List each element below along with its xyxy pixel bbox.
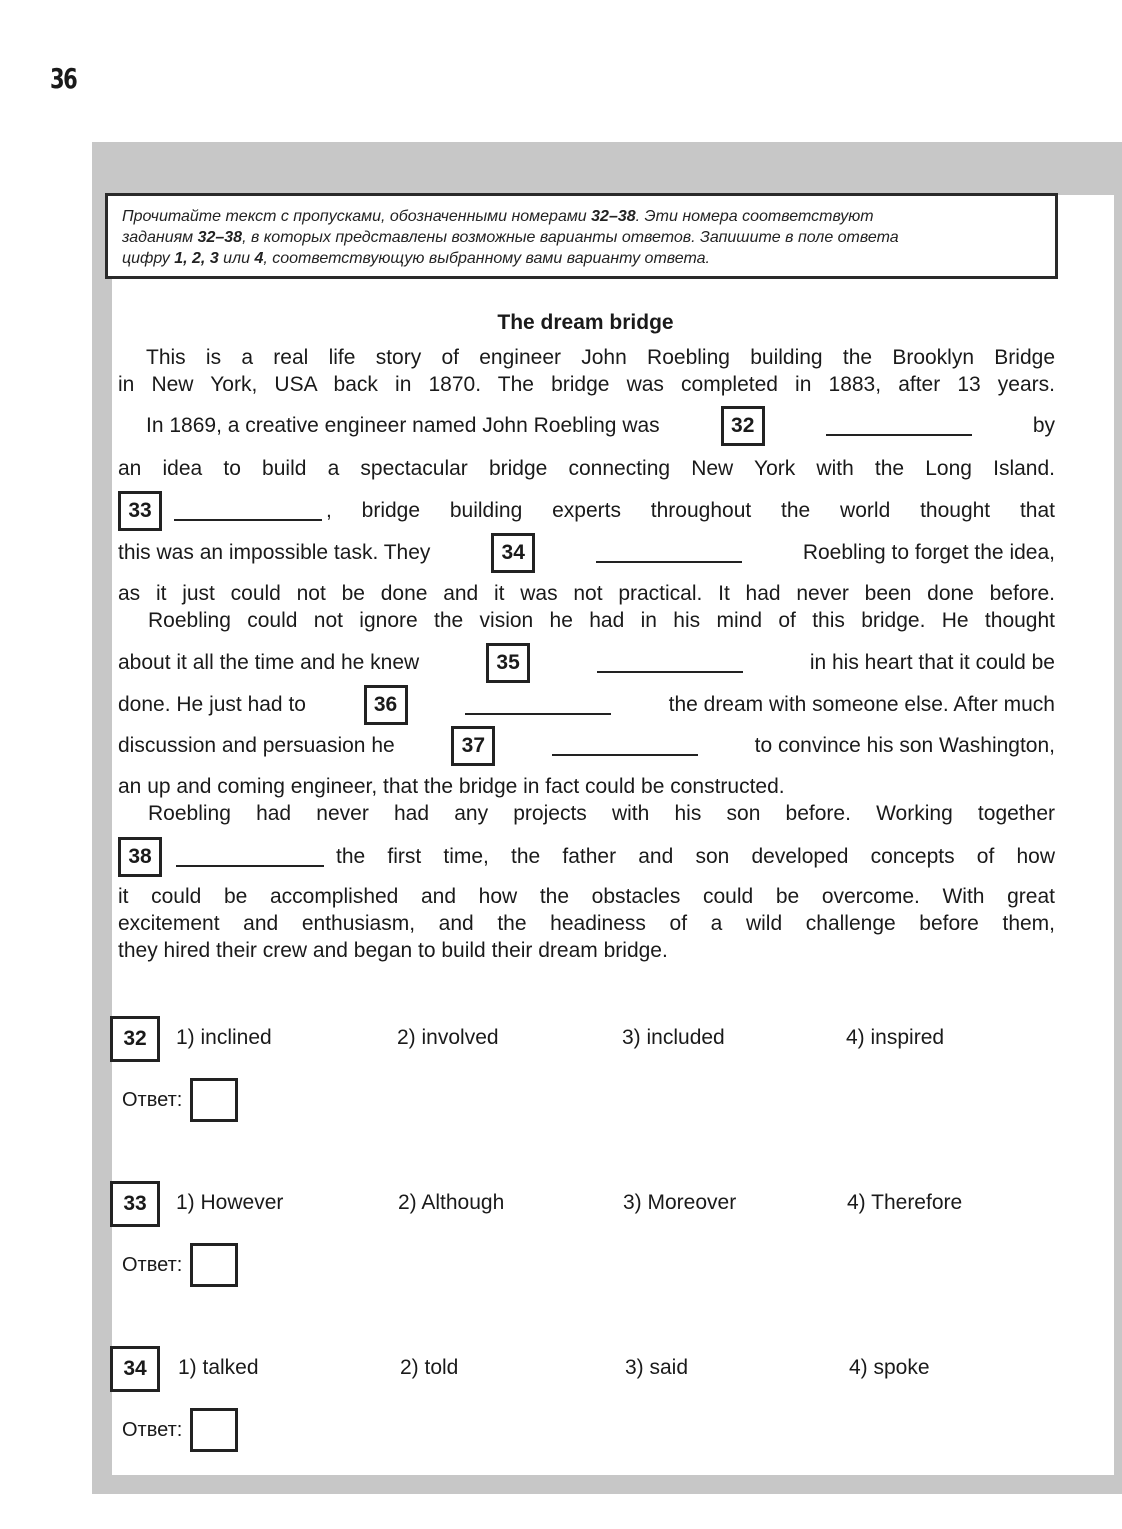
question-number: 33 <box>110 1181 160 1227</box>
text-line: This is a real life story of engineer John Roebling building the Brooklyn Bridge <box>146 346 1055 369</box>
text-line: an idea to build a spectacular bridge connecting New York with the Long Island. <box>118 457 1055 480</box>
gap-35: 35 <box>486 643 530 683</box>
option-2: 2) involved <box>397 1026 499 1049</box>
answer-33 <box>122 1240 238 1290</box>
option-1: 1) However <box>176 1191 284 1214</box>
question-32 <box>110 1016 1010 1062</box>
text-line-gap-32: In 1869, a creative engineer named John Roebling was 32 by <box>118 405 1055 447</box>
answer-label: Ответ: <box>122 1088 183 1111</box>
text-line-gap-34: this was an impossible task. They 34 Roebling to forget the idea, <box>118 532 1055 574</box>
answer-32 <box>122 1075 238 1125</box>
option-2: 2) Although <box>398 1191 505 1214</box>
question-34 <box>110 1346 1010 1392</box>
text-line-gap-37: discussion and persuasion he 37 to convince his son Washington, <box>118 725 1055 767</box>
question-number: 32 <box>110 1016 160 1062</box>
gap-38: 38 <box>118 837 162 877</box>
answer-input-34[interactable] <box>190 1408 238 1452</box>
text-line: Roebling had never had any projects with his son before. Working together <box>148 802 1055 825</box>
option-3: 3) said <box>625 1356 689 1379</box>
text-line-gap-36: done. He just had to 36 the dream with someone else. After much <box>118 684 1055 726</box>
gap-36: 36 <box>364 685 408 725</box>
answer-blank <box>176 847 324 867</box>
answer-input-32[interactable] <box>190 1078 238 1122</box>
answer-blank <box>596 543 742 563</box>
gap-32: 32 <box>721 406 765 446</box>
text-line: it could be accomplished and how the obstacles could be overcome. With great <box>118 885 1055 908</box>
text-line: as it just could not be done and it was not practical. It had never been done before. <box>118 582 1055 605</box>
gap-34: 34 <box>491 533 535 573</box>
text-line: an up and coming engineer, that the bridge in fact could be constructed. <box>118 775 785 798</box>
instruction-line-3: цифру 1, 2, 3 или 4, соответствующую выбранному вами варианту ответа. <box>122 250 710 267</box>
option-2: 2) told <box>400 1356 459 1379</box>
text-line: in New York, USA back in 1870. The bridge was completed in 1883, after 13 years. <box>118 373 1055 396</box>
answer-label: Ответ: <box>122 1418 183 1441</box>
option-3: 3) Moreover <box>623 1191 737 1214</box>
text-line: they hired their crew and began to build their dream bridge. <box>118 939 668 962</box>
option-1: 1) talked <box>178 1356 259 1379</box>
option-1: 1) inclined <box>176 1026 272 1049</box>
option-3: 3) included <box>622 1026 725 1049</box>
option-4: 4) Therefore <box>847 1191 963 1214</box>
text-line-gap-38: 38 the first time, the father and son developed concepts of how <box>118 836 1055 878</box>
answer-blank <box>826 416 972 436</box>
gap-37: 37 <box>451 726 495 766</box>
answer-blank <box>465 695 611 715</box>
text-line: Roebling could not ignore the vision he had in his mind of this bridge. He thought <box>148 609 1055 632</box>
question-33 <box>110 1181 1010 1227</box>
text-line: excitement and enthusiasm, and the headiness of a wild challenge before them, <box>118 912 1055 935</box>
answer-blank <box>597 653 743 673</box>
text-line-gap-35: about it all the time and he knew 35 in his heart that it could be <box>118 642 1055 684</box>
instruction-box <box>105 193 1058 279</box>
question-number: 34 <box>110 1346 160 1392</box>
page-number: 36 <box>50 62 77 95</box>
answer-blank <box>174 501 322 521</box>
answer-input-33[interactable] <box>190 1243 238 1287</box>
gap-33: 33 <box>118 491 162 531</box>
instruction-line-2: заданиям 32–38, в которых представлены возможные варианты ответов. Запишите в поле ответа <box>122 229 899 246</box>
answer-blank <box>552 736 698 756</box>
option-4: 4) inspired <box>846 1026 945 1049</box>
answer-34 <box>122 1405 238 1455</box>
text-title: The dream bridge <box>497 311 674 334</box>
instruction-line-1: Прочитайте текст с пропусками, обозначенными номерами 32–38. Эти номера соответствуют <box>122 208 874 225</box>
text-line-gap-33: 33 , bridge building experts throughout the world thought that <box>118 490 1055 532</box>
answer-label: Ответ: <box>122 1253 183 1276</box>
option-4: 4) spoke <box>849 1356 930 1379</box>
